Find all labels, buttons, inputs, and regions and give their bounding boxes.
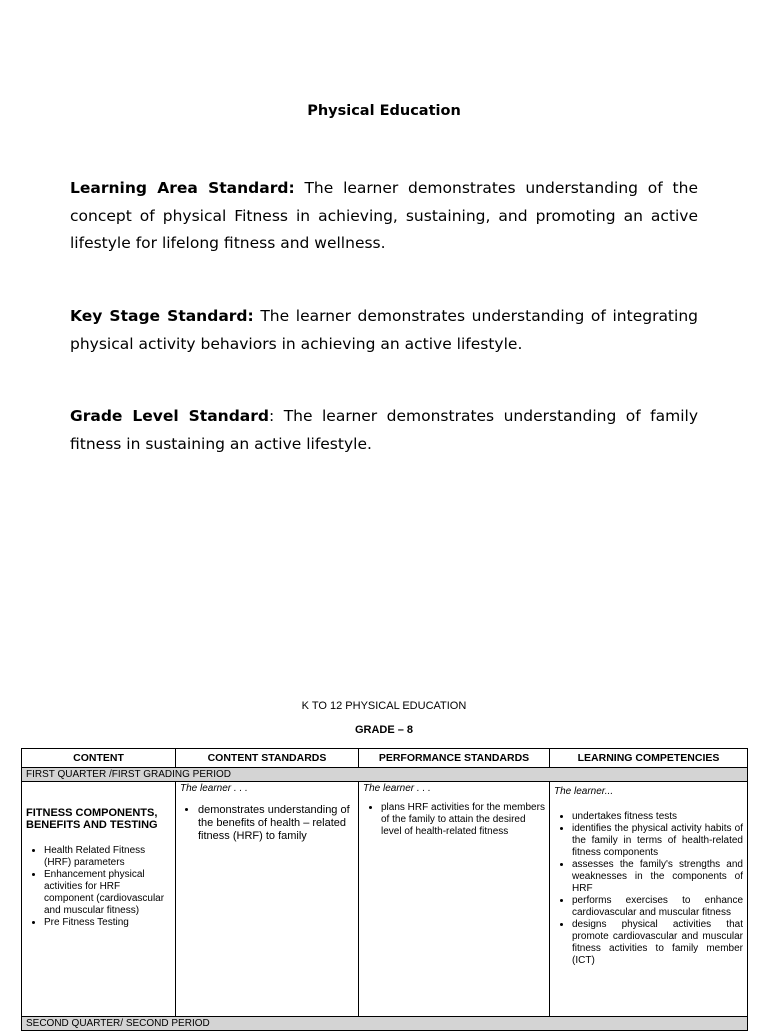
list-item: • undertakes fitness tests <box>572 811 743 823</box>
list-item: • identifies the physical activity habits of the family in terms of health-related fitness components <box>572 823 743 859</box>
performance-standards-list <box>363 802 545 838</box>
content-cell <box>22 782 176 1017</box>
performance-standards-cell <box>359 782 550 1017</box>
standard-text: The learner demonstrates understanding of integrating physical activity behaviors in achieving an active lifestyle. <box>70 307 698 353</box>
list-item: • demonstrates understanding of the benefits of health – related fitness (HRF) to family <box>198 804 354 843</box>
content-standards-list <box>180 804 354 843</box>
standard-label: Learning Area Standard <box>70 179 289 197</box>
list-item: • performs exercises to enhance cardiovascular and muscular fitness <box>572 895 743 919</box>
grade-title: GRADE – 8 <box>354 724 414 736</box>
standard-label: Key Stage Standard <box>70 307 248 325</box>
list-item: • designs physical activities that promote cardiovascular and muscular fitness activities to family member (ICT) <box>572 919 743 967</box>
grade-level-standard: Grade Level Standard: The learner demonstrates understanding of family fitness in sustaining an active lifestyle. <box>70 407 699 453</box>
learning-competencies-cell <box>550 782 748 1017</box>
content-heading: FITNESS COMPONENTS, BENEFITS AND TESTING <box>26 807 158 831</box>
header-content: CONTENT <box>22 749 176 768</box>
learner-label: The learner... <box>554 786 614 797</box>
table-row <box>22 782 748 1017</box>
curriculum-title: K TO 12 PHYSICAL EDUCATION <box>301 700 467 712</box>
document-title: Physical Education <box>307 103 461 119</box>
learning-competencies-list <box>554 811 743 967</box>
list-item: • Pre Fitness Testing <box>44 917 171 929</box>
learning-area-standard: Learning Area Standard: The learner demonstrates understanding of the concept of physical Fitness in achieving, sustaining, and promoting an active lifestyle for lifelong fitness and wellness. <box>70 179 698 252</box>
key-stage-standard: Key Stage Standard: The learner demonstrates understanding of integrating physical activity behaviors in achieving an active lifestyle. <box>70 307 698 353</box>
list-item: • plans HRF activities for the members of the family to attain the desired level of health-related fitness <box>381 802 545 838</box>
header-content-standards: CONTENT STANDARDS <box>176 749 359 768</box>
learner-label: The learner . . . <box>180 783 248 794</box>
first-quarter-label: FIRST QUARTER /FIRST GRADING PERIOD <box>22 768 748 782</box>
learner-label: The learner . . . <box>363 783 431 794</box>
curriculum-table <box>21 748 748 1031</box>
standard-text: The learner demonstrates understanding of the concept of physical Fitness in achieving, sustaining, and promoting an active lifestyle for lifelong fitness and wellness. <box>70 179 698 252</box>
header-learning-competencies: LEARNING COMPETENCIES <box>550 749 748 768</box>
list-item: • Enhancement physical activities for HRF component (cardiovascular and muscular fitness) <box>44 869 171 917</box>
quarter-row <box>22 768 748 782</box>
content-standards-cell <box>176 782 359 1017</box>
second-quarter-label: SECOND QUARTER/ SECOND PERIOD <box>22 1017 748 1031</box>
standard-label: Grade Level Standard <box>70 407 269 425</box>
list-item: • assesses the family's strengths and weaknesses in the components of HRF <box>572 859 743 895</box>
header-performance-standards: PERFORMANCE STANDARDS <box>359 749 550 768</box>
list-item: • Health Related Fitness (HRF) parameters <box>44 845 171 869</box>
standard-text: The learner demonstrates understanding of family fitness in sustaining an active lifestyle. <box>70 407 699 453</box>
table-header-row <box>22 749 748 768</box>
content-list <box>26 845 171 929</box>
